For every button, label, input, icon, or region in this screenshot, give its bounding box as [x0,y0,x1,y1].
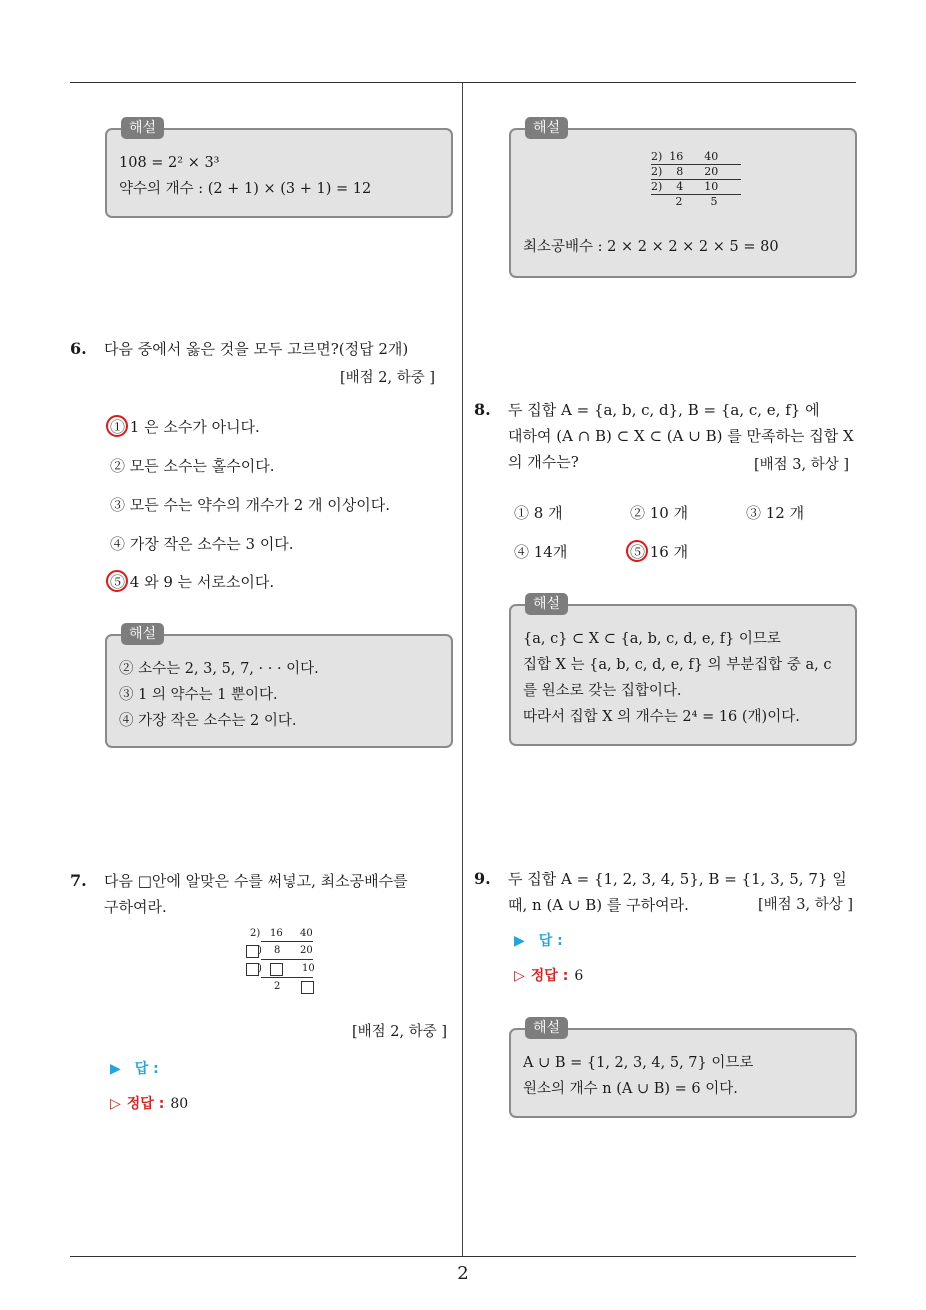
option-1[interactable]: ① 1 은 소수가 아니다. [110,418,260,436]
question-text: 다음 중에서 옳은 것을 모두 고르면?(정답 2개) [104,340,409,358]
solution-box-8 [509,596,857,746]
solution-line: 따라서 집합 X 의 개수는 2⁴ = 16 (개)이다. [523,709,800,725]
blank-box[interactable] [301,981,314,994]
division-diagram: 2) 16 40 2) 8 20 2) 4 10 2 5 [651,150,741,209]
solution-tag: 해설 [525,1017,568,1039]
triangle-outline-icon: ▷ [514,968,525,984]
solution-line: 약수의 개수 : (2 + 1) × (3 + 1) = 12 [119,181,372,197]
solution-box-6 [105,626,453,748]
solution-line: 집합 X 는 {a, b, c, d, e, f} 의 부분집합 중 a, c [523,657,832,673]
solution-box-7 [509,120,857,278]
solution-line: ② 소수는 2, 3, 5, 7, · · · 이다. [119,661,319,677]
question-text: 대하여 (A ∩ B) ⊂ X ⊂ (A ∪ B) 를 만족하는 집합 X [508,427,854,445]
solution-tag: 해설 [525,117,568,139]
solution-tag: 해설 [121,623,164,645]
question-number: 9. [474,869,491,888]
solution-line: 원소의 개수 n (A ∪ B) = 6 이다. [523,1081,738,1097]
option-5[interactable]: ⑤ 4 와 9 는 서로소이다. [110,573,275,591]
solution-box-5 [105,120,453,218]
solution-line: {a, c} ⊂ X ⊂ {a, b, c, d, e, f} 이므로 [523,631,781,647]
selected-mark [106,570,128,592]
solution-line: 108 = 2² × 3³ [119,155,220,171]
question-text: 때, n (A ∪ B) 를 구하여라. [508,896,689,914]
question-text: 두 집합 A = {a, b, c, d}, B = {a, c, e, f} 에 [508,401,820,419]
question-number: 6. [70,339,87,358]
option-3[interactable]: ③ 모든 수는 약수의 개수가 2 개 이상이다. [110,496,391,514]
question-meta: [배점 2, 하중 ] [340,370,436,386]
triangle-outline-icon: ▷ [110,1096,121,1112]
question-text: 구하여라. [104,898,167,916]
selected-mark [626,540,648,562]
page-number: 2 [457,1263,469,1284]
question-text: 다음 □안에 알맞은 수를 써넣고, 최소공배수를 [104,872,408,890]
question-number: 8. [474,400,491,419]
option-1[interactable]: ① 8 개 [514,504,563,522]
solution-line: A ∪ B = {1, 2, 3, 4, 5, 7} 이므로 [523,1055,754,1071]
correct-answer: ▷ 정답 : 6 [514,968,584,984]
column-divider [462,83,463,1257]
answer-row[interactable]: ▶ 답 : [110,1061,159,1077]
solution-box-9 [509,1020,857,1118]
solution-line: ④ 가장 작은 소수는 2 이다. [119,713,297,729]
question-number: 7. [70,871,87,890]
question-7 [70,868,460,920]
solution-line: ③ 1 의 약수는 1 뿐이다. [119,687,278,703]
option-3[interactable]: ③ 12 개 [746,504,805,522]
option-2[interactable]: ② 모든 소수는 홀수이다. [110,457,275,475]
play-icon: ▶ [514,933,525,949]
solution-tag: 해설 [121,117,164,139]
option-5[interactable]: ⑤ 16 개 [630,543,689,561]
question-meta: [배점 3, 하상 ] [758,897,854,913]
solution-line: 최소공배수 : 2 × 2 × 2 × 2 × 5 = 80 [523,239,779,255]
bottom-rule [70,1256,856,1257]
play-icon: ▶ [110,1061,121,1077]
question-text: 의 개수는? [508,453,579,471]
question-text: 두 집합 A = {1, 2, 3, 4, 5}, B = {1, 3, 5, 7} 일 [508,870,847,888]
selected-mark [106,415,128,437]
correct-answer: ▷ 정답 : 80 [110,1096,189,1112]
blank-box[interactable] [270,963,283,976]
option-2[interactable]: ② 10 개 [630,504,689,522]
question-meta: [배점 3, 하상 ] [754,457,850,473]
division-diagram: 2) 16 40 ) 8 20 ) 10 2 [246,928,318,996]
solution-line: 를 원소로 갖는 집합이다. [523,683,682,699]
question-6 [70,336,460,362]
option-4[interactable]: ④ 가장 작은 소수는 3 이다. [110,535,294,553]
solution-tag: 해설 [525,593,568,615]
answer-row[interactable]: ▶ 답 : [514,933,563,949]
question-meta: [배점 2, 하중 ] [352,1024,448,1040]
option-4[interactable]: ④ 14개 [514,543,568,561]
